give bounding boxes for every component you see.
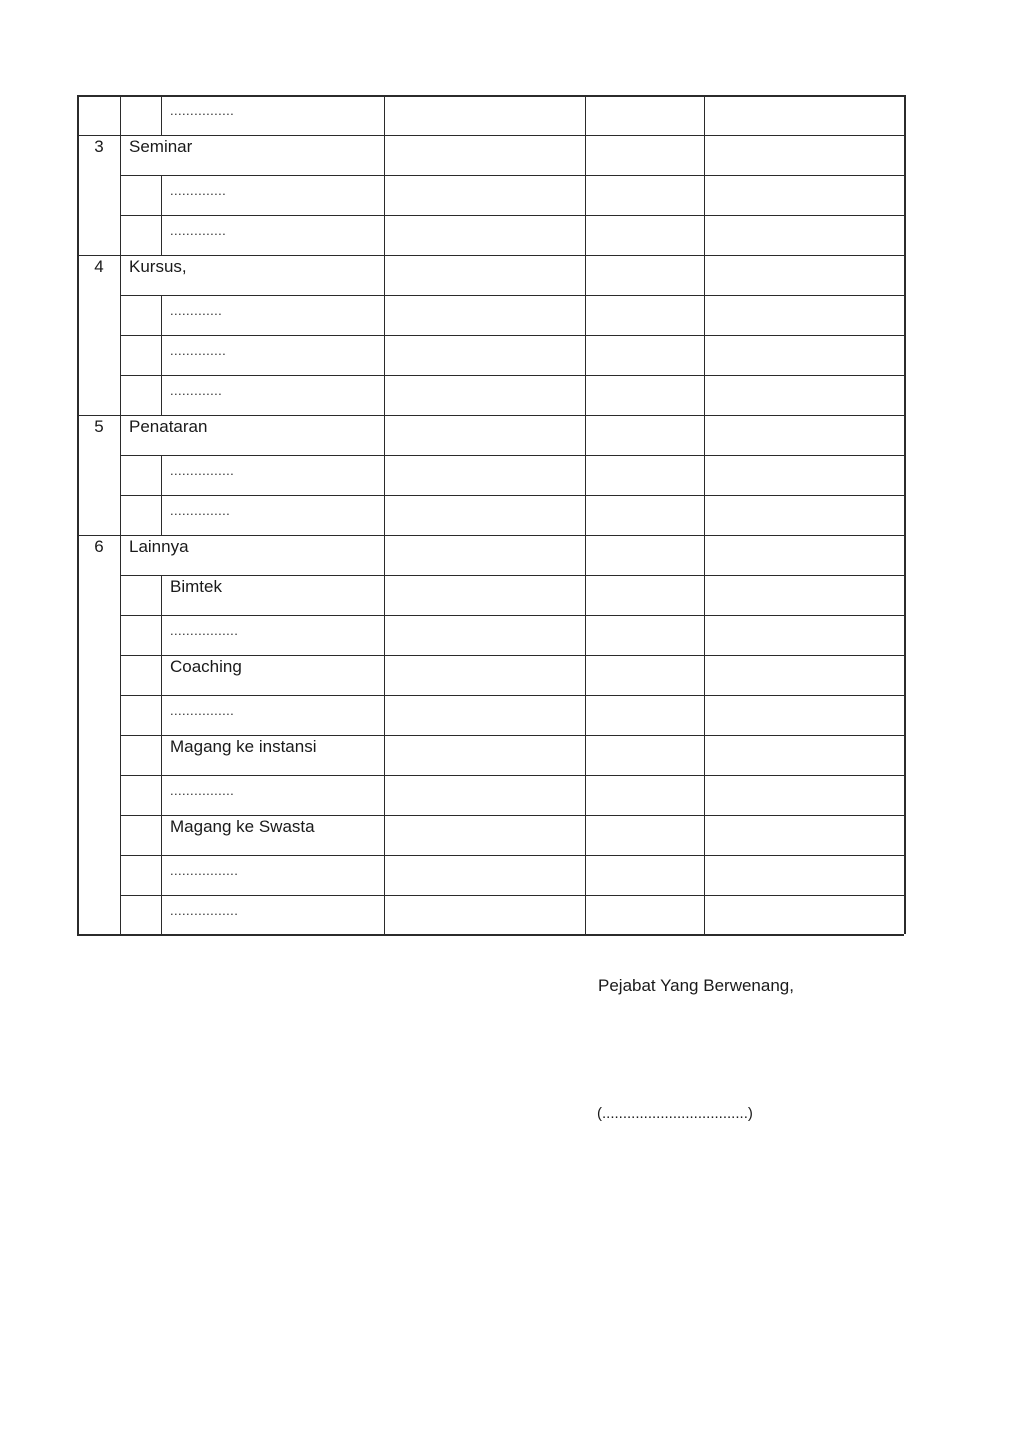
- column-divider-indent: [161, 95, 162, 135]
- row-divider: [77, 135, 904, 136]
- category-label: Kursus,: [129, 257, 187, 276]
- row-divider: [120, 775, 904, 776]
- column-divider-indent: [161, 575, 162, 934]
- blank-entry-line: ................: [170, 703, 235, 718]
- blank-entry-line: ..............: [170, 183, 227, 198]
- row-divider: [120, 575, 904, 576]
- row-divider: [77, 255, 904, 256]
- row-number: 6: [94, 537, 104, 556]
- blank-entry-line: .................: [170, 863, 239, 878]
- blank-entry-line: ................: [170, 783, 235, 798]
- column-divider-1: [384, 95, 385, 934]
- row-divider: [120, 215, 904, 216]
- blank-entry-line: .............: [170, 383, 223, 398]
- signature-name-placeholder: (...................................): [597, 1105, 753, 1122]
- row-number: 3: [94, 137, 104, 156]
- blank-entry-line: ..............: [170, 223, 227, 238]
- column-divider-2: [585, 95, 586, 934]
- row-divider: [120, 695, 904, 696]
- table-border-top: [77, 95, 904, 97]
- subcategory-label: Magang ke instansi: [170, 737, 317, 756]
- row-divider: [120, 175, 904, 176]
- category-label: Seminar: [129, 137, 193, 156]
- subcategory-label: Bimtek: [170, 577, 222, 596]
- table-border-left: [77, 95, 79, 934]
- row-divider: [77, 535, 904, 536]
- row-divider: [120, 335, 904, 336]
- blank-entry-line: ................: [170, 103, 235, 118]
- row-divider: [120, 455, 904, 456]
- blank-entry-line: .............: [170, 303, 223, 318]
- row-divider: [120, 615, 904, 616]
- row-divider: [120, 855, 904, 856]
- blank-entry-line: .................: [170, 903, 239, 918]
- row-divider: [120, 895, 904, 896]
- row-divider: [120, 815, 904, 816]
- row-number: 4: [94, 257, 104, 276]
- table-border-bottom: [77, 934, 904, 936]
- row-divider: [120, 655, 904, 656]
- table-border-right: [904, 95, 906, 934]
- subcategory-label: Magang ke Swasta: [170, 817, 315, 836]
- blank-entry-line: ................: [170, 463, 235, 478]
- subcategory-label: Coaching: [170, 657, 242, 676]
- row-divider: [77, 415, 904, 416]
- row-divider: [120, 295, 904, 296]
- signature-title: Pejabat Yang Berwenang,: [598, 976, 794, 995]
- row-divider: [120, 495, 904, 496]
- category-label: Penataran: [129, 417, 208, 436]
- row-divider: [120, 735, 904, 736]
- column-divider-indent: [161, 295, 162, 415]
- category-label: Lainnya: [129, 537, 189, 556]
- row-number: 5: [94, 417, 104, 436]
- blank-entry-line: ...............: [170, 503, 231, 518]
- row-divider: [120, 375, 904, 376]
- blank-entry-line: ..............: [170, 343, 227, 358]
- column-divider-number: [120, 95, 121, 934]
- blank-entry-line: .................: [170, 623, 239, 638]
- column-divider-3: [704, 95, 705, 934]
